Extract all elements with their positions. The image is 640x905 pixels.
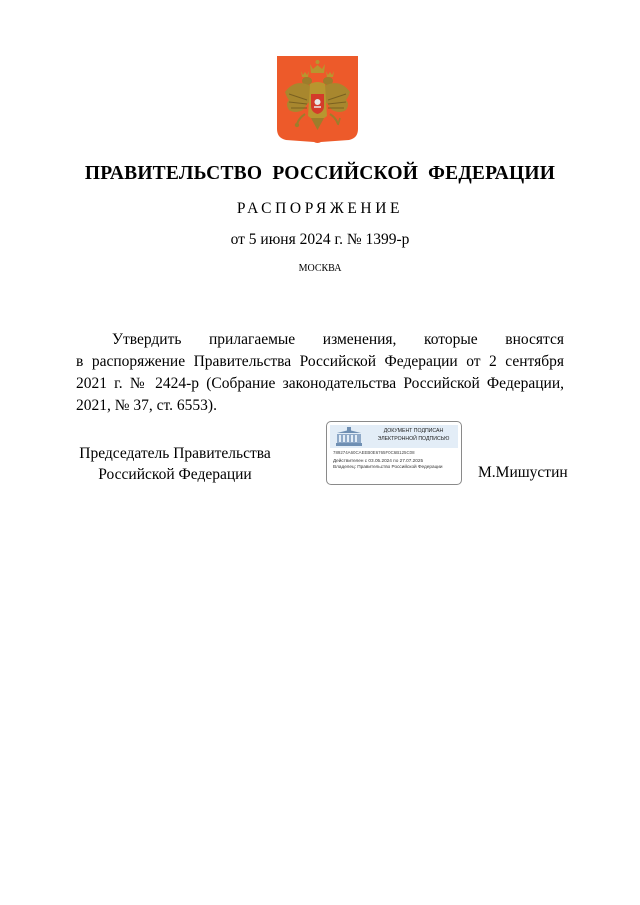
signer-position [60, 443, 290, 485]
electronic-signature-stamp [326, 421, 462, 485]
body-line: в распоряжение Правительства Российской Федерации от 2 сентября [76, 353, 564, 370]
stamp-header [330, 425, 458, 448]
signer-position-line: Российской Федерации [98, 466, 252, 483]
body-line: 2021 г. № 2424-р (Собрание законодательства Российской Федерации, [76, 375, 564, 392]
government-title: ПРАВИТЕЛЬСТВО РОССИЙСКОЙ ФЕДЕРАЦИИ [84, 163, 556, 184]
document-date-number: от 5 июня 2024 г. № 1399-р [230, 231, 410, 248]
stamp-title-line: ЭЛЕКТРОННОЙ ПОДПИСЬЮ [377, 435, 450, 442]
document-city: МОСКВА [298, 263, 342, 274]
government-building-icon [334, 426, 364, 447]
document-body [76, 329, 564, 417]
document-type: РАСПОРЯЖЕНИЕ [236, 200, 404, 217]
stamp-title-line: ДОКУМЕНТ ПОДПИСАН [383, 428, 444, 434]
stamp-owner: Владелец: Правительство Российской Федерации [333, 464, 443, 469]
stamp-serial: 789274A60CAEEB0E6765F0C6B125C08 [333, 450, 415, 455]
signer-position-line: Председатель Правительства [79, 445, 271, 462]
coat-of-arms-icon [277, 56, 358, 144]
body-line: 2021, № 37, ст. 6553). [76, 397, 217, 414]
signer-name: М.Мишустин [478, 464, 568, 481]
stamp-title [367, 428, 460, 443]
body-line: Утвердить прилагаемые изменения, которые вносятся [112, 331, 564, 348]
stamp-validity: Действителен с 03.05.2024 по 27.07.2025 [333, 458, 424, 463]
